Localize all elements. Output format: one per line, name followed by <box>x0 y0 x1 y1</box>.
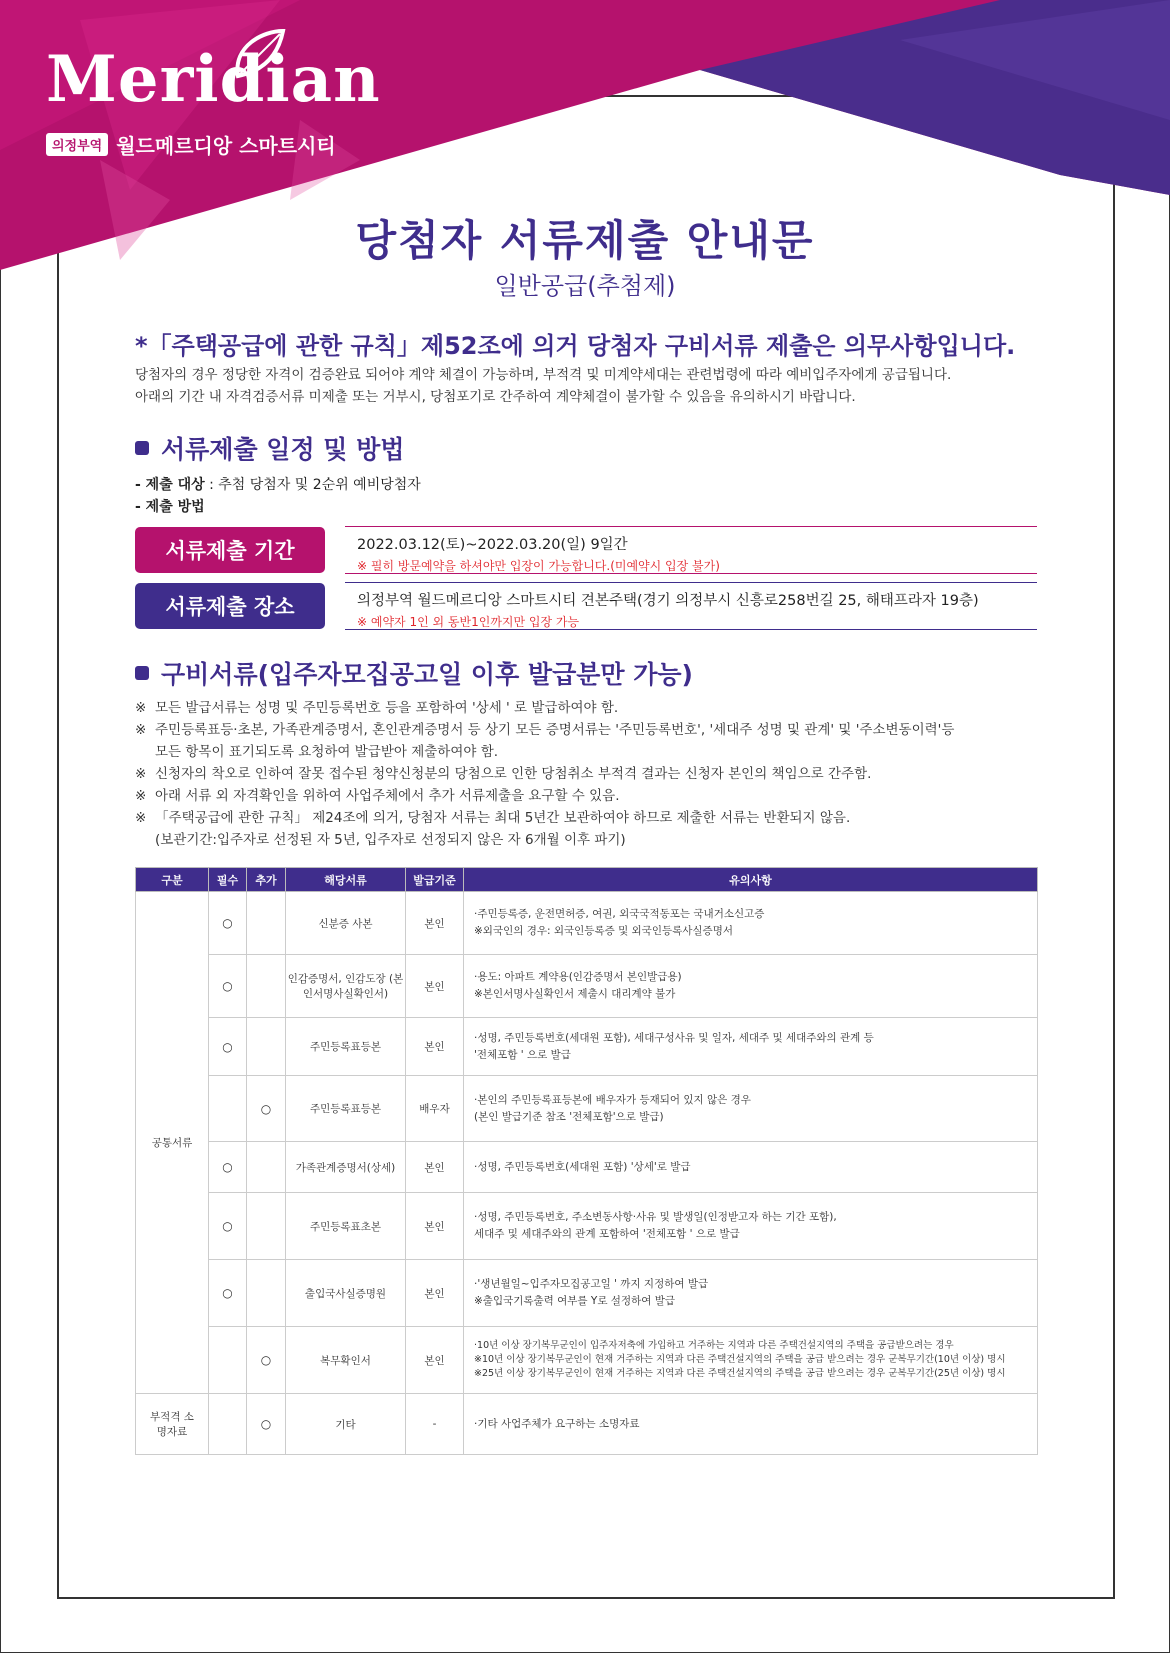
note-item: (보관기간:입주자로 선정된 자 5년, 입주자로 선정되지 않은 자 6개월 이후 파기) <box>155 832 626 848</box>
note-cell: ·용도: 아파트 계약용(인감증명서 본인발급용) ※본인서명사실확인서 제출시 대리계약 불가 <box>464 955 1038 1018</box>
logo-subtext: 월드메르디앙 스마트시티 <box>116 134 336 158</box>
table-row: ○ 주민등록표초본 본인 ·성명, 주민등록번호, 주소변동사항·사유 및 발생일(인정받고자 하는 기간 포함), 세대주 및 세대주와의 관계 포함하여 '전체포함 ' 으로 발급 <box>136 1193 1038 1260</box>
target-label: - 제출 대상 <box>135 477 205 493</box>
table-row: ○ 인감증명서, 인감도장 (본인서명사실확인서) 본인 ·용도: 아파트 계약용(인감증명서 본인발급용) ※본인서명사실확인서 제출시 대리계약 불가 <box>136 955 1038 1018</box>
doc-name: 인감증명서, 인감도장 (본인서명사실확인서) <box>286 955 406 1018</box>
documents-table <box>135 867 1038 1455</box>
issue-basis: 본인 <box>406 892 464 955</box>
issue-basis: 본인 <box>406 1260 464 1327</box>
issue-basis: 본인 <box>406 955 464 1018</box>
note-cell: ·주민등록증, 운전면허증, 여권, 외국국적동포는 국내거소신고증 ※외국인의 경우: 외국인등록증 및 외국인등록사실증명서 <box>464 892 1038 955</box>
note-cell: ·성명, 주민등록번호(세대원 포함) '상세'로 발급 <box>464 1142 1038 1193</box>
table-header-row <box>136 868 1038 892</box>
issue-basis: 본인 <box>406 1142 464 1193</box>
logo-wordmark: Meridian <box>46 42 381 117</box>
issue-basis: 본인 <box>406 1327 464 1394</box>
table-row: ○ 주민등록표등본 배우자 ·본인의 주민등록표등본에 배우자가 등재되어 있지 않은 경우 (본인 발급기준 참조 '전체포함'으로 발급) <box>136 1076 1038 1142</box>
doc-name: 복무확인서 <box>286 1327 406 1394</box>
mandatory-notice: *「주택공급에 관한 규칙」제52조에 의거 당첨자 구비서류 제출은 의무사항입니다. <box>135 332 1016 360</box>
issue-basis: 본인 <box>406 1193 464 1260</box>
method-label: - 제출 방법 <box>135 499 205 515</box>
doc-name: 가족관계증명서(상세) <box>286 1142 406 1193</box>
intro-line: 아래의 기간 내 자격검증서류 미제출 또는 거부시, 당첨포기로 간주하여 계약체결이 불가할 수 있음을 유의하시기 바랍니다. <box>135 389 856 405</box>
period-dates: 2022.03.12(토)~2022.03.20(일) 9일간 <box>357 537 628 553</box>
doc-name: 출입국사실증명원 <box>286 1260 406 1327</box>
table-header: 필수 <box>209 868 247 892</box>
issue-basis: 본인 <box>406 1018 464 1076</box>
table-header: 해당서류 <box>286 868 406 892</box>
period-warning: ※ 필히 방문예약을 하셔야만 입장이 가능합니다.(미예약시 입장 불가) <box>357 559 720 573</box>
period-info <box>345 526 1037 574</box>
section-documents-title: 구비서류(입주자모집공고일 이후 발급분만 가능) <box>161 660 693 689</box>
table-header: 유의사항 <box>464 868 1038 892</box>
note-cell: ·기타 사업주체가 요구하는 소명자료 <box>464 1394 1038 1455</box>
note-item: 모든 항목이 표기되도록 요청하여 발급받아 제출하여야 함. <box>155 744 499 760</box>
note-cell: ·성명, 주민등록번호(세대원 포함), 세대구성사유 및 일자, 세대주 및 세대주와의 관계 등 '전체포함 ' 으로 발급 <box>464 1018 1038 1076</box>
doc-name: 주민등록표초본 <box>286 1193 406 1260</box>
place-warning: ※ 예약자 1인 외 동반1인까지만 입장 가능 <box>357 615 580 629</box>
section-schedule-title: 서류제출 일정 및 방법 <box>161 435 405 464</box>
doc-name: 신분증 사본 <box>286 892 406 955</box>
table-row: 공통서류 ○ 신분증 사본 본인 ·주민등록증, 운전면허증, 여권, 외국국적동포는 국내거소신고증 ※외국인의 경우: 외국인등록증 및 외국인등록사실증명서 <box>136 892 1038 955</box>
logo-subtitle <box>46 130 381 159</box>
square-bullet-icon <box>135 666 149 680</box>
period-label-button: 서류제출 기간 <box>135 527 325 573</box>
issue-basis: 배우자 <box>406 1076 464 1142</box>
submission-method <box>135 496 421 518</box>
issue-basis: - <box>406 1394 464 1455</box>
note-cell: ·성명, 주민등록번호, 주소변동사항·사유 및 발생일(인정받고자 하는 기간 포함), 세대주 및 세대주와의 관계 포함하여 '전체포함 ' 으로 발급 <box>464 1193 1038 1260</box>
place-label-button: 서류제출 장소 <box>135 583 325 629</box>
note-item: ※ 모든 발급서류는 성명 및 주민등록번호 등을 포함하여 '상세 ' 로 발급하여야 함. <box>135 700 619 716</box>
documents-notes <box>135 697 1055 851</box>
table-row: ○ 주민등록표등본 본인 ·성명, 주민등록번호(세대원 포함), 세대구성사유 및 일자, 세대주 및 세대주와의 관계 등 '전체포함 ' 으로 발급 <box>136 1018 1038 1076</box>
page-subtitle: 일반공급(추첨제) <box>494 272 676 300</box>
doc-name: 주민등록표등본 <box>286 1076 406 1142</box>
logo-badge: 의정부역 <box>46 133 108 156</box>
doc-name: 주민등록표등본 <box>286 1018 406 1076</box>
note-cell: ·'생년월일~입주자모집공고일 ' 까지 지정하여 발급 ※출입국기록출력 여부를 Y로 설정하여 발급 <box>464 1260 1038 1327</box>
meridian-logo <box>46 42 381 159</box>
table-header: 발급기준 <box>406 868 464 892</box>
intro-paragraph <box>135 364 1045 408</box>
table-row: ○ 복무확인서 본인 ·10년 이상 장기복무군인이 입주자저축에 가입하고 거주하는 지역과 다른 주택건설지역의 주택을 공급받으려는 경우 ※10년 이상 장기복무군인이 현재 거주하는 지역과 다른 주택건설지역의 주택을 공급 받으려는 경우 군복무기간(10년 이상) 명시 ※25년 이상 장기복무군인이 현재 거주하는 지역과 다른 주택건설지역의 주택을 공급 받으려는 경우 군복무기간(25년 이상) 명시 <box>136 1327 1038 1394</box>
group-cell: 공통서류 <box>136 892 209 1394</box>
doc-name: 기타 <box>286 1394 406 1455</box>
table-row: ○ 출입국사실증명원 본인 ·'생년월일~입주자모집공고일 ' 까지 지정하여 발급 ※출입국기록출력 여부를 Y로 설정하여 발급 <box>136 1260 1038 1327</box>
note-item: ※ 신청자의 착오로 인하여 잘못 접수된 청약신청분의 당첨으로 인한 당첨취소 부적격 결과는 신청자 본인의 책임으로 간주함. <box>135 766 872 782</box>
note-item: ※ 주민등록표등·초본, 가족관계증명서, 혼인관계증명서 등 상기 모든 증명서류는 '주민등록번호', '세대주 성명 및 관계' 및 '주소변동이력'등 <box>135 722 955 738</box>
submission-target <box>135 474 421 496</box>
submission-target-block <box>135 474 421 518</box>
table-row: 부적격 소명자료 ○ 기타 - ·기타 사업주체가 요구하는 소명자료 <box>136 1394 1038 1455</box>
square-bullet-icon <box>135 441 149 455</box>
section-documents-heading <box>135 655 693 691</box>
note-cell: ·본인의 주민등록표등본에 배우자가 등재되어 있지 않은 경우 (본인 발급기준 참조 '전체포함'으로 발급) <box>464 1076 1038 1142</box>
table-row: ○ 가족관계증명서(상세) 본인 ·성명, 주민등록번호(세대원 포함) '상세'로 발급 <box>136 1142 1038 1193</box>
page-title: 당첨자 서류제출 안내문 <box>355 216 815 265</box>
table-header: 구분 <box>136 868 209 892</box>
target-value: : 추첨 당첨자 및 2순위 예비당첨자 <box>204 477 421 493</box>
intro-line: 당첨자의 경우 정당한 자격이 검증완료 되어야 계약 체결이 가능하며, 부적격 및 미계약세대는 관련법령에 따라 예비입주자에게 공급됩니다. <box>135 367 952 383</box>
place-address: 의정부역 월드메르디앙 스마트시티 견본주택(경기 의정부시 신흥로258번길 25, 해태프라자 19층) <box>357 593 979 609</box>
note-item: ※ 「주택공급에 관한 규칙」 제24조에 의거, 당첨자 서류는 최대 5년간 보관하여야 하므로 제출한 서류는 반환되지 않음. <box>135 810 851 826</box>
section-schedule-heading <box>135 430 404 466</box>
note-cell: ·10년 이상 장기복무군인이 입주자저축에 가입하고 거주하는 지역과 다른 주택건설지역의 주택을 공급받으려는 경우 ※10년 이상 장기복무군인이 현재 거주하는 지역과 다른 주택건설지역의 주택을 공급 받으려는 경우 군복무기간(10년 이상) 명시 ※25년 이상 장기복무군인이 현재 거주하는 지역과 다른 주택건설지역의 주택을 공급 받으려는 경우 군복무기간(25년 이상) 명시 <box>464 1327 1038 1394</box>
note-item: ※ 아래 서류 외 자격확인을 위하여 사업주체에서 추가 서류제출을 요구할 수 있음. <box>135 788 620 804</box>
group-cell: 부적격 소명자료 <box>136 1394 209 1455</box>
place-info <box>345 582 1037 630</box>
table-header: 추가 <box>247 868 286 892</box>
